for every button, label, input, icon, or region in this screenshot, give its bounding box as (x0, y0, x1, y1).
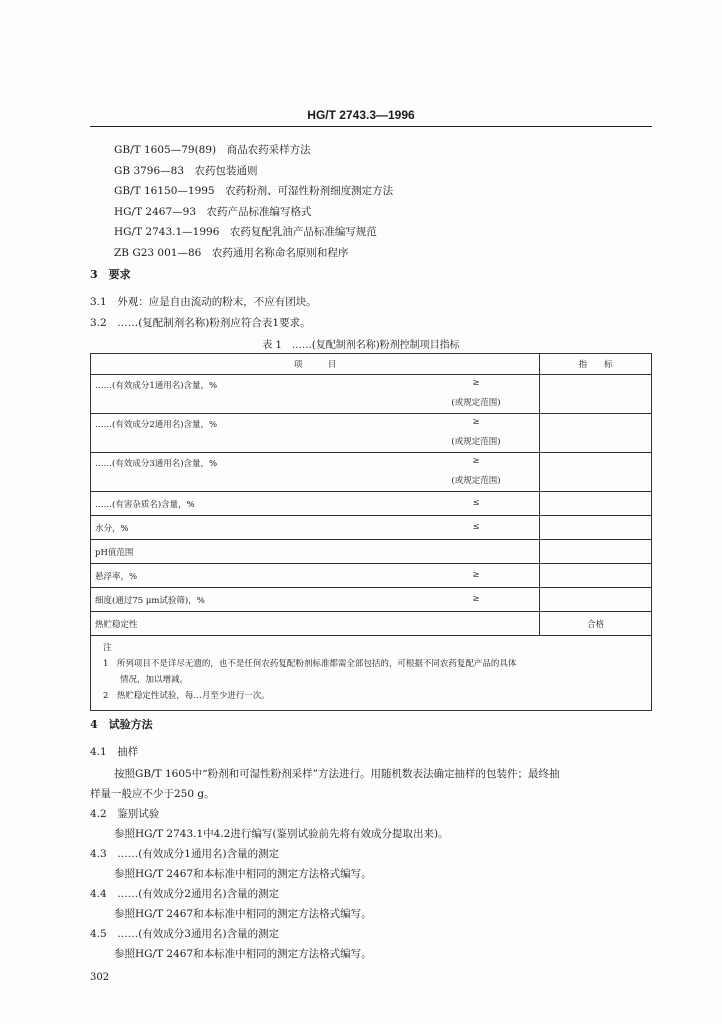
row-label: 热贮稳定性 (95, 619, 138, 630)
clause-4-4: 4.4 ……(有效成分2通用名)含量的测定 (90, 888, 280, 900)
note-1: 1 所列项目不是详尽无遗的，也不是任何农药复配粉剂标准都需全部包括的，可根据不同农药复配产品的具体 (103, 659, 517, 669)
table-caption: 表 1 ……(复配制剂名称)粉剂控制项目指标 (262, 340, 460, 351)
reference-item: GB/T 1605—79(89) 商品农药采样方法 (114, 144, 311, 156)
note-title: 注 (103, 643, 112, 653)
clause-4-5-text: 参照HG/T 2467和本标准中相同的测定方法格式编写。 (114, 948, 372, 960)
row-label: pH值范围 (95, 547, 134, 558)
table-notes-row (91, 636, 652, 711)
clause-3-1: 3.1 外观：应是自由流动的粉末，不应有团块。 (90, 296, 317, 308)
row-label: ……(有效成分2通用名)含量，% (95, 420, 218, 430)
clause-4-3: 4.3 ……(有效成分1通用名)含量的测定 (90, 848, 280, 860)
row-label: ……(有效成分3通用名)含量，% (95, 459, 218, 469)
table-header-row (91, 354, 652, 375)
row-value: 合格 (540, 612, 652, 636)
requirements-table (90, 353, 652, 711)
header-rule (90, 126, 652, 127)
row-label: ……(有害杂质名)含量，% (95, 499, 195, 510)
clause-4-1: 4.1 抽样 (90, 746, 139, 758)
row-label: 悬浮率，% (95, 571, 138, 582)
row-value (540, 492, 652, 516)
reference-item: HG/T 2743.1—1996 农药复配乳油产品标准编写规范 (114, 226, 377, 238)
reference-item: GB/T 16150—1995 农药粉剂、可湿性粉剂细度测定方法 (114, 185, 394, 197)
table-row (91, 453, 652, 492)
clause-4-1-text-cont: 样量一般应不少于250 g。 (90, 788, 215, 800)
clause-4-5: 4.5 ……(有效成分3通用名)含量的测定 (90, 928, 280, 940)
note-1-cont: 情况，加以增减。 (103, 675, 189, 685)
clause-4-4-text: 参照HG/T 2467和本标准中相同的测定方法格式编写。 (114, 908, 372, 920)
row-symbol: ≤ (472, 521, 480, 532)
clause-4-2-text: 参照HG/T 2743.1中4.2进行编写(鉴别试验前先将有效成分提取出来)。 (114, 828, 449, 840)
table-row (91, 492, 652, 516)
table-row (91, 564, 652, 588)
row-label: 水分，% (95, 523, 129, 534)
table-row (91, 516, 652, 540)
clause-4-2: 4.2 鉴别试验 (90, 808, 160, 820)
note-2: 2 热贮稳定性试验，每…月至少进行一次。 (103, 691, 270, 701)
row-symbol: ≥ (472, 569, 480, 580)
row-value (540, 540, 652, 564)
row-label: 细度(通过75 μm试验筛)，% (95, 595, 205, 606)
clause-4-1-text: 按照GB/T 1605中“粉剂和可湿性粉剂采样”方法进行。用随机数表法确定抽样的包装件；最终抽 (114, 768, 560, 780)
row-range: (或规定范围) (451, 476, 501, 486)
row-range: (或规定范围) (451, 398, 501, 408)
row-symbol: ≥ (472, 378, 480, 388)
row-value (540, 453, 652, 492)
clause-4-3-text: 参照HG/T 2467和本标准中相同的测定方法格式编写。 (114, 868, 372, 880)
row-value (540, 516, 652, 540)
row-symbol: ≥ (472, 456, 480, 466)
row-range: (或规定范围) (451, 437, 501, 447)
table-row (91, 588, 652, 612)
reference-list (114, 140, 393, 263)
row-label: ……(有效成分1通用名)含量，% (95, 381, 218, 391)
row-symbol: ≤ (472, 497, 480, 508)
section-3-heading: 3 要求 (90, 268, 131, 281)
table-row (91, 540, 652, 564)
reference-item: GB 3796—83 农药包装通则 (114, 164, 258, 177)
reference-item: HG/T 2467—93 农药产品标准编写格式 (114, 205, 312, 218)
header-item: 项 目 (91, 354, 540, 375)
row-value (540, 564, 652, 588)
table-row (91, 375, 652, 414)
table-row (91, 612, 652, 636)
clause-3-2: 3.2 ……(复配制剂名称)粉剂应符合表1要求。 (90, 317, 311, 329)
section-4-heading: 4 试验方法 (90, 718, 153, 731)
page-number: 302 (90, 972, 110, 983)
header-index: 指 标 (540, 354, 652, 375)
row-value (540, 414, 652, 453)
page-header-title: HG/T 2743.3—1996 (307, 108, 415, 122)
row-symbol: ≥ (472, 593, 480, 604)
reference-item: ZB G23 001—86 农药通用名称命名原则和程序 (114, 246, 349, 259)
row-value (540, 588, 652, 612)
row-value (540, 375, 652, 414)
row-symbol: ≥ (472, 417, 480, 427)
table-row (91, 414, 652, 453)
